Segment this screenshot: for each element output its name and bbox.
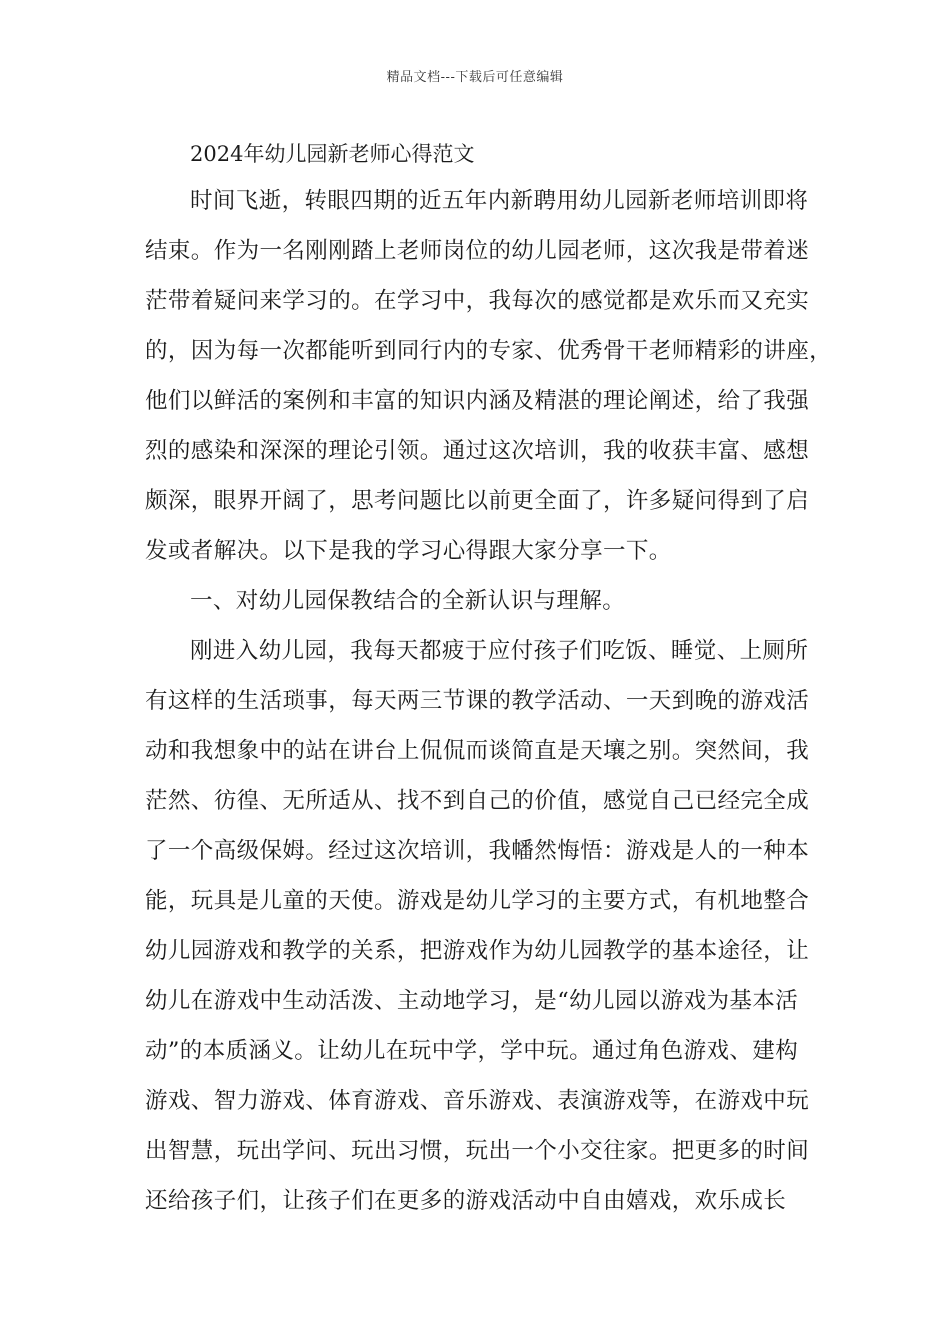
text-line: 动和我想象中的站在讲台上侃侃而谈简直是天壤之别。突然间，我	[145, 738, 810, 764]
text-line: 茫带着疑问来学习的。在学习中，我每次的感觉都是欢乐而又充实	[145, 288, 810, 314]
text-line: 幼儿园游戏和教学的关系，把游戏作为幼儿园教学的基本途径，让	[145, 938, 810, 964]
text-line: 的，因为每一次都能听到同行内的专家、优秀骨干老师精彩的讲座，	[145, 338, 833, 364]
text-line: 时间飞逝，转眼四期的近五年内新聘用幼儿园新老师培训即将	[190, 188, 809, 214]
text-line: 结束。作为一名刚刚踏上老师岗位的幼儿园老师，这次我是带着迷	[145, 238, 810, 264]
text-line: 刚进入幼儿园，我每天都疲于应付孩子们吃饭、睡觉、上厕所	[190, 638, 809, 664]
text-line: 他们以鲜活的案例和丰富的知识内涵及精湛的理论阐述，给了我强	[145, 388, 810, 414]
text-line: 颇深，眼界开阔了，思考问题比以前更全面了，许多疑问得到了启	[145, 488, 810, 514]
text-line: 发或者解决。以下是我的学习心得跟大家分享一下。	[145, 538, 672, 564]
header-note: 精品文档---下载后可任意编辑	[386, 70, 564, 85]
text-line: 动”的本质涵义。让幼儿在玩中学，学中玩。通过角色游戏、建构	[145, 1038, 799, 1064]
text-line: 还给孩子们，让孩子们在更多的游戏活动中自由嬉戏，欢乐成长	[145, 1188, 787, 1214]
text-line: 游戏、智力游戏、体育游戏、音乐游戏、表演游戏等，在游戏中玩	[145, 1088, 810, 1114]
text-line: 幼儿在游戏中生动活泼、主动地学习，是“幼儿园以游戏为基本活	[145, 988, 799, 1014]
text-line: 茫然、彷徨、无所适从、找不到自己的价值，感觉自己已经完全成	[145, 788, 810, 814]
text-line: 有这样的生活琐事，每天两三节课的教学活动、一天到晚的游戏活	[145, 688, 810, 714]
text-line: 了一个高级保姆。经过这次培训，我幡然悔悟：游戏是人的一种本	[145, 838, 810, 864]
text-line: 烈的感染和深深的理论引领。通过这次培训，我的收获丰富、感想	[145, 438, 810, 464]
section-heading: 一、对幼儿园保教结合的全新认识与理解。	[190, 588, 626, 614]
document-title: 2024年幼儿园新老师心得范文	[190, 142, 475, 166]
text-line: 能，玩具是儿童的天使。游戏是幼儿学习的主要方式，有机地整合	[145, 888, 810, 914]
text-line: 出智慧，玩出学问、玩出习惯，玩出一个小交往家。把更多的时间	[145, 1138, 810, 1164]
